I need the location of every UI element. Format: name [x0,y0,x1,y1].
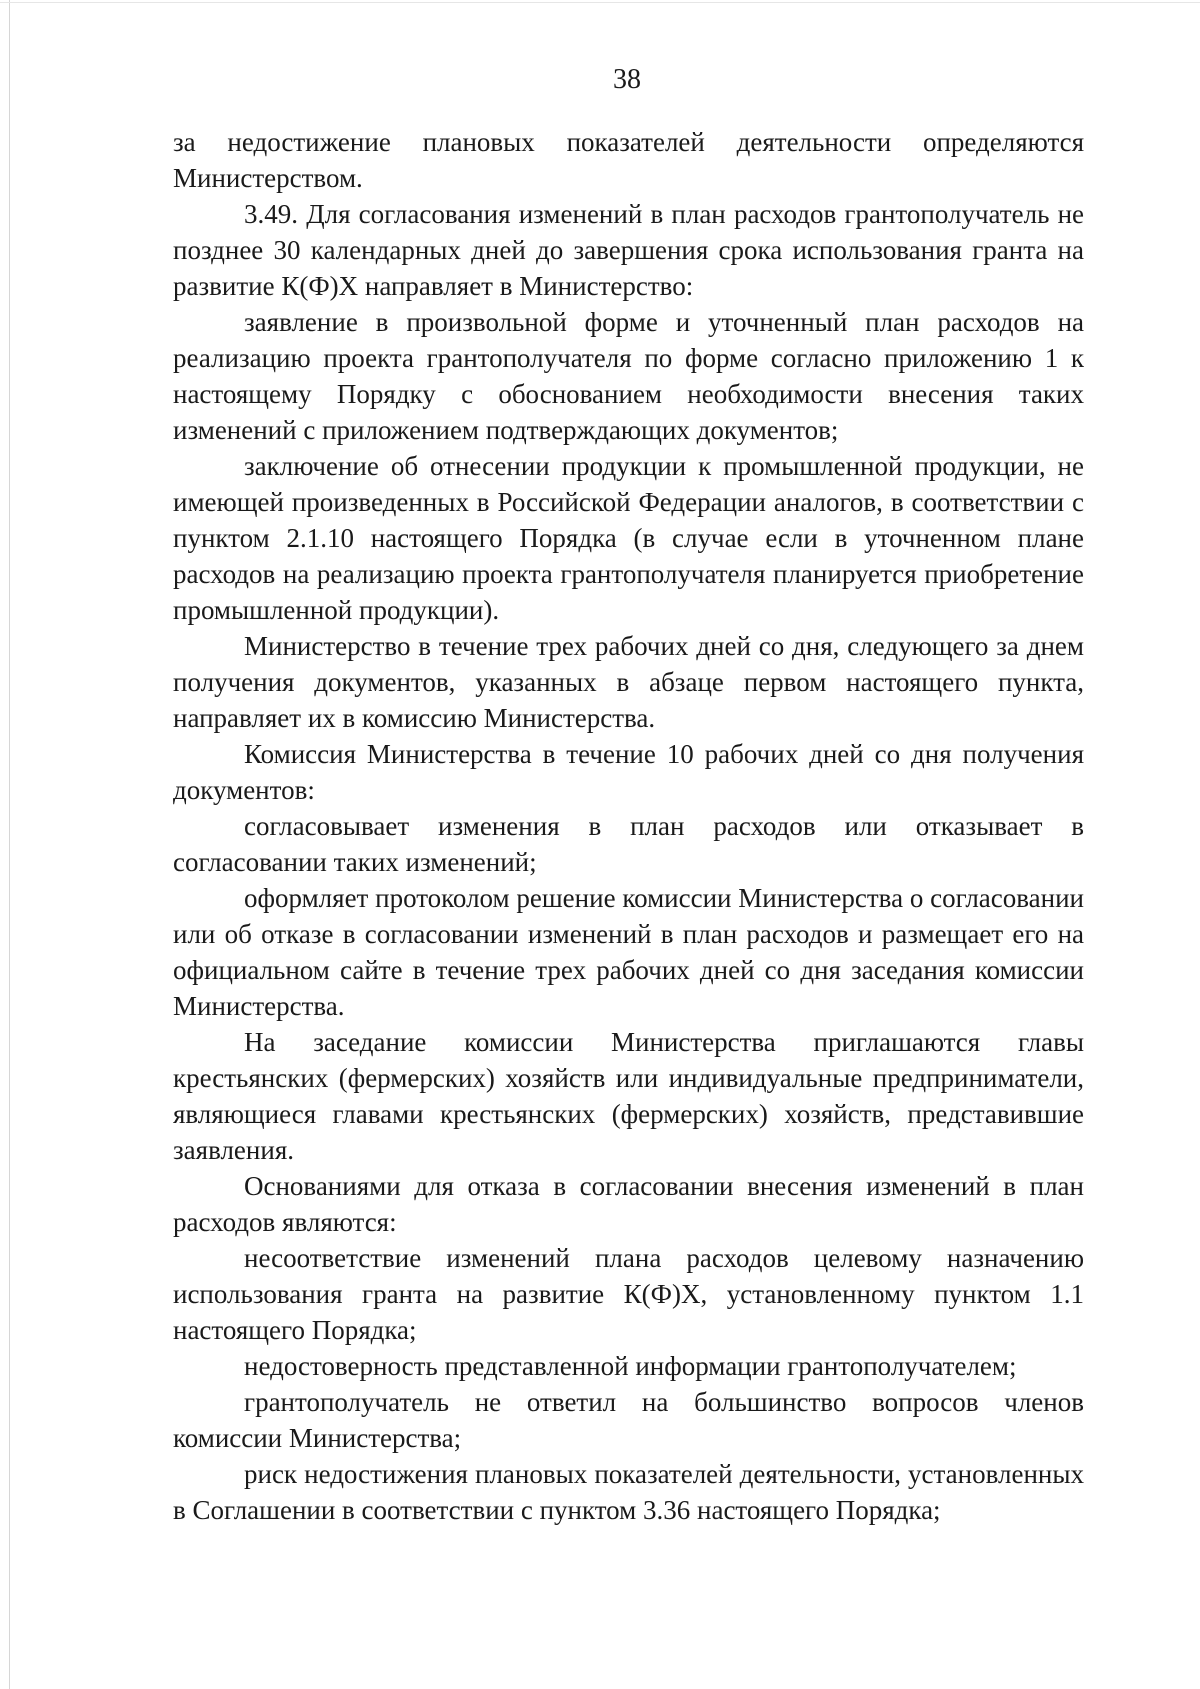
paragraph-conclusion: заключение об отнесении продукции к промышленной продукции, не имеющей произведенных в Российской Федерации аналогов, в соответствии с пунктом 2.1.10 настоящего Порядка (в случае если в уточненном плане расходов на реализацию проекта грантополучателя планируется приобретение промышленной продукции). [173,451,1084,625]
paragraph-ground-questions: грантополучатель не ответил на большинство вопросов членов комиссии Министерства; [173,1387,1084,1453]
paragraph-approves: согласовывает изменения в план расходов или отказывает в согласовании таких изменений; [173,811,1084,877]
page-edge-left [9,0,10,1689]
paragraph-ground-risk: риск недостижения плановых показателей деятельности, установленных в Соглашении в соответствии с пунктом 3.36 настоящего Порядка; [173,1459,1084,1525]
paragraph-continuation: за недостижение плановых показателей деятельности определяются Министерством. [173,127,1084,193]
paragraph-invitation: На заседание комиссии Министерства приглашаются главы крестьянских (фермерских) хозяйств или индивидуальные предприниматели, являющиеся главами крестьянских (фермерских) хозяйств, представившие заявления. [173,1027,1084,1165]
paragraph-commission: Комиссия Министерства в течение 10 рабочих дней со дня получения документов: [173,739,1084,805]
paragraph-application: заявление в произвольной форме и уточненный план расходов на реализацию проекта грантополучателя по форме согласно приложению 1 к настоящему Порядку с обоснованием необходимости внесения таких изменений с приложением подтверждающих документов; [173,307,1084,445]
page-edge-top [0,2,1200,3]
paragraph-ground-unreliable: недостоверность представленной информации грантополучателем; [244,1351,1017,1381]
paragraph-ministry-forward: Министерство в течение трех рабочих дней со дня, следующего за днем получения документов, указанных в абзаце первом настоящего пункта, направляет их в комиссию Министерства. [173,631,1084,733]
paragraph-3-49: 3.49. Для согласования изменений в план расходов грантополучатель не позднее 30 календарных дней до завершения срока использования гранта на развитие К(Ф)Х направляет в Министерство: [173,199,1084,301]
paragraph-ground-mismatch: несоответствие изменений плана расходов целевому назначению использования гранта на развитие К(Ф)Х, установленному пунктом 1.1 настоящего Порядка; [173,1243,1084,1345]
paragraph-protocol: оформляет протоколом решение комиссии Министерства о согласовании или об отказе в согласовании изменений в план расходов и размещает его на официальном сайте в течение трех рабочих дней со дня заседания комиссии Министерства. [173,883,1084,1021]
page-number: 38 [613,64,641,95]
document-text [173,124,1084,1528]
paragraph-refusal-grounds: Основаниями для отказа в согласовании внесения изменений в план расходов являются: [173,1171,1084,1237]
